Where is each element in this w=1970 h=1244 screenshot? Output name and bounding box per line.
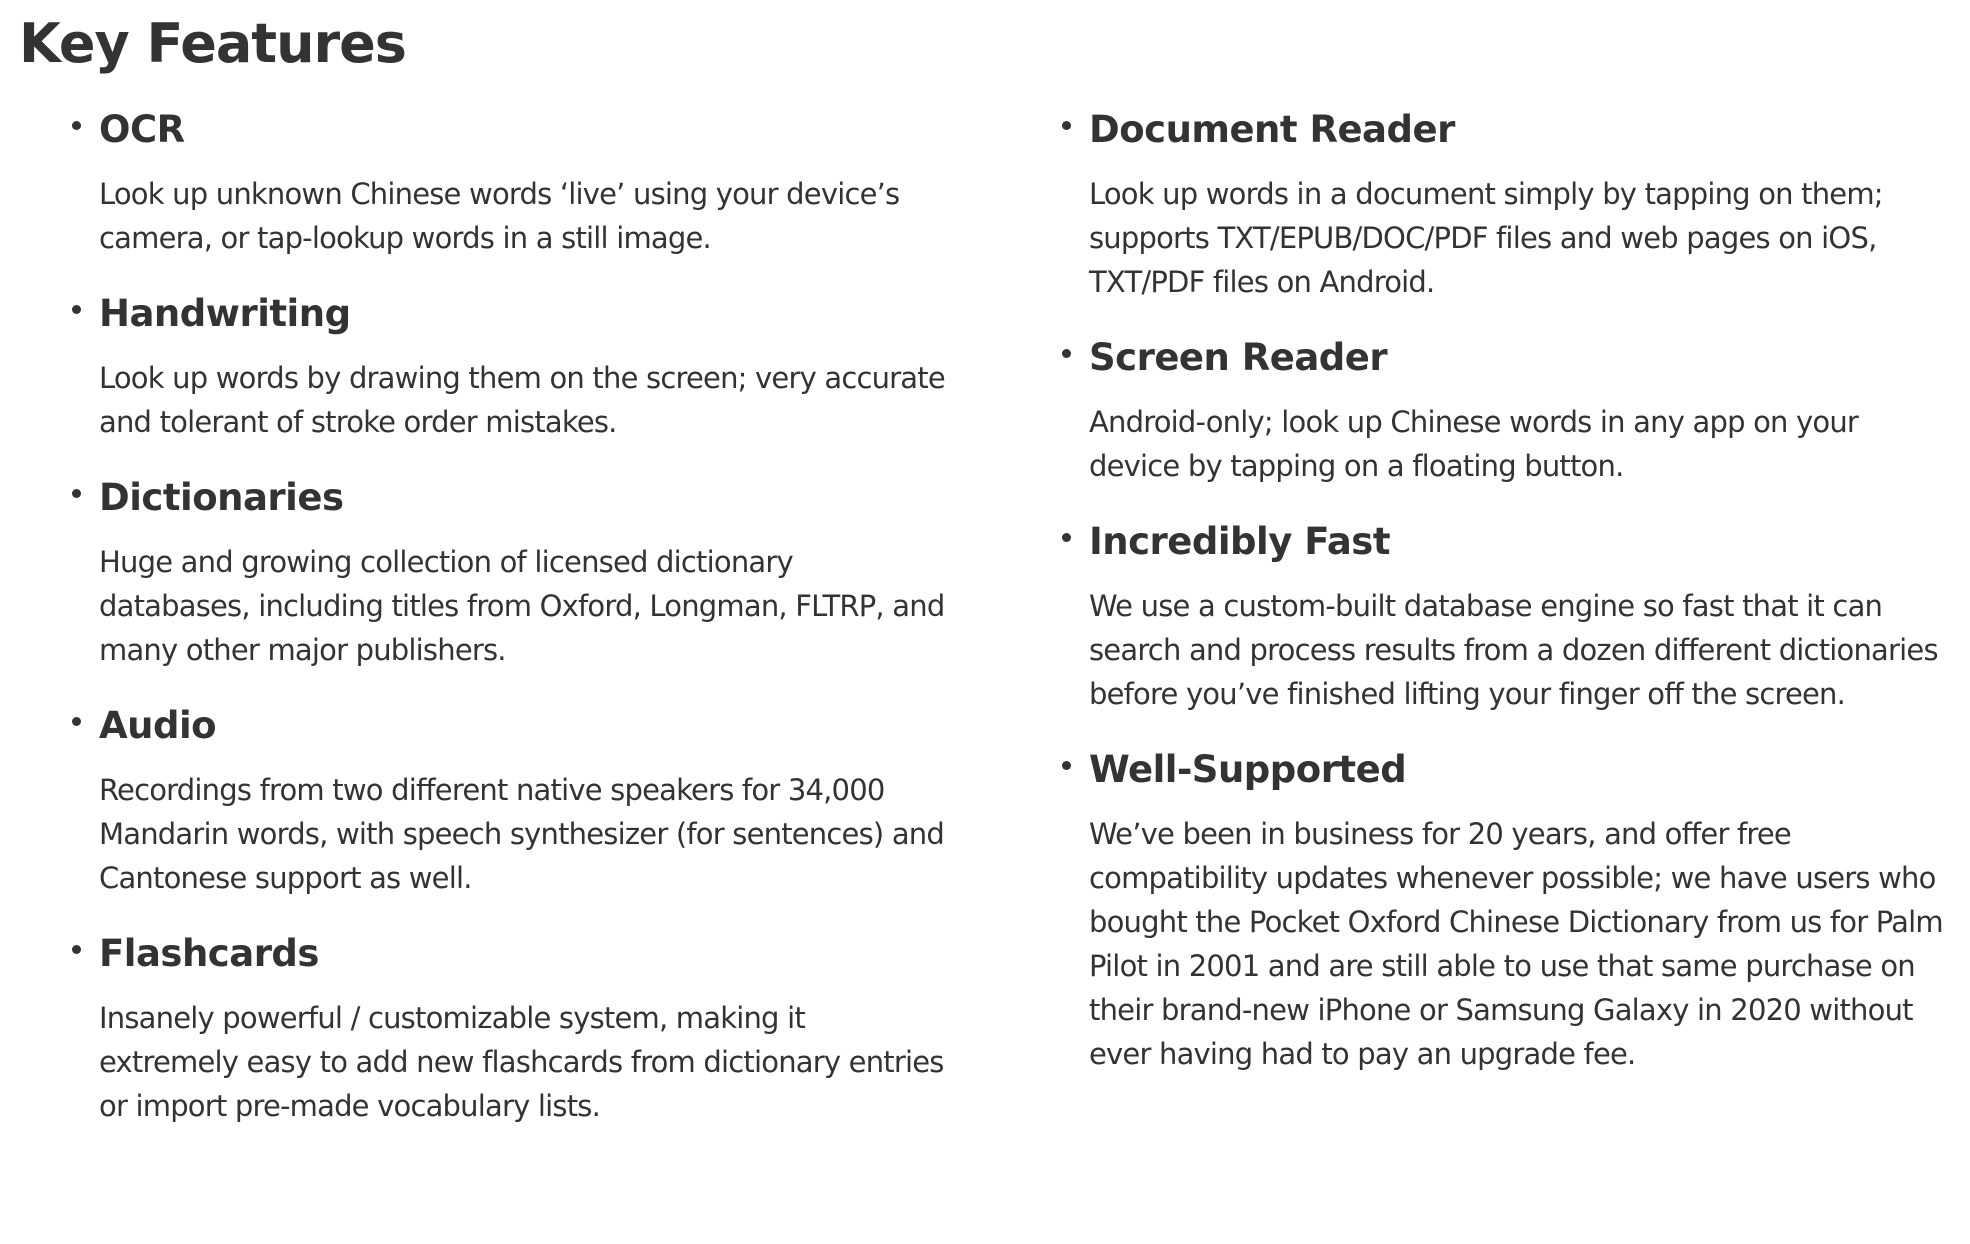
bullet-icon — [72, 305, 81, 314]
feature-title: Dictionaries — [99, 476, 344, 519]
feature-item-handwriting — [99, 282, 949, 444]
feature-item-dictionaries — [99, 466, 949, 672]
feature-description: Look up words by drawing them on the screen; very accurate and tolerant of stroke order mistakes. — [99, 361, 945, 439]
bullet-icon — [72, 717, 81, 726]
feature-item-document-reader — [1089, 98, 1949, 304]
feature-description: We’ve been in business for 20 years, and offer free compatibility updates whenever possible; we have users who bought the Pocket Oxford Chinese Dictionary from us for Palm Pilot in 2001 and are still able to use that same purchase on their brand-new iPhone or Samsung Galaxy in 2020 without ever having had to pay an upgrade fee. — [1089, 817, 1943, 1071]
feature-description: Insanely powerful / customizable system, making it extremely easy to add new flashcards from dictionary entries or import pre-made vocabulary lists. — [99, 1001, 944, 1123]
feature-description: Recordings from two different native speakers for 34,000 Mandarin words, with speech synthesizer (for sentences) and Cantonese support as well. — [99, 773, 944, 895]
feature-title: Document Reader — [1089, 108, 1455, 151]
feature-title: Incredibly Fast — [1089, 520, 1391, 563]
feature-item-audio — [99, 694, 949, 900]
bullet-icon — [72, 945, 81, 954]
feature-description: We use a custom-built database engine so fast that it can search and process results from a dozen different dictionaries before you’ve finished lifting your finger off the screen. — [1089, 589, 1938, 711]
bullet-icon — [1062, 349, 1071, 358]
feature-description: Android-only; look up Chinese words in any app on your device by tapping on a floating button. — [1089, 405, 1859, 483]
features-list-left — [99, 98, 949, 1150]
bullet-icon — [72, 121, 81, 130]
feature-title: Audio — [99, 704, 217, 747]
feature-title: OCR — [99, 108, 185, 151]
feature-item-incredibly-fast — [1089, 510, 1949, 716]
feature-description: Huge and growing collection of licensed dictionary databases, including titles from Oxford, Longman, FLTRP, and many other major publishers. — [99, 545, 945, 667]
bullet-icon — [72, 489, 81, 498]
feature-item-well-supported — [1089, 738, 1949, 1076]
feature-description: Look up unknown Chinese words ‘live’ using your device’s camera, or tap-lookup words in a still image. — [99, 177, 900, 255]
feature-description: Look up words in a document simply by tapping on them; supports TXT/EPUB/DOC/PDF files and web pages on iOS, TXT/PDF files on Android. — [1089, 177, 1883, 299]
bullet-icon — [1062, 121, 1071, 130]
feature-title: Handwriting — [99, 292, 351, 335]
feature-title: Well-Supported — [1089, 748, 1407, 791]
page-title: Key Features — [19, 12, 406, 75]
feature-title: Flashcards — [99, 932, 319, 975]
feature-item-ocr — [99, 98, 949, 260]
feature-item-screen-reader — [1089, 326, 1949, 488]
feature-item-flashcards — [99, 922, 949, 1128]
bullet-icon — [1062, 761, 1071, 770]
feature-title: Screen Reader — [1089, 336, 1388, 379]
bullet-icon — [1062, 533, 1071, 542]
features-list-right — [1089, 98, 1949, 1098]
